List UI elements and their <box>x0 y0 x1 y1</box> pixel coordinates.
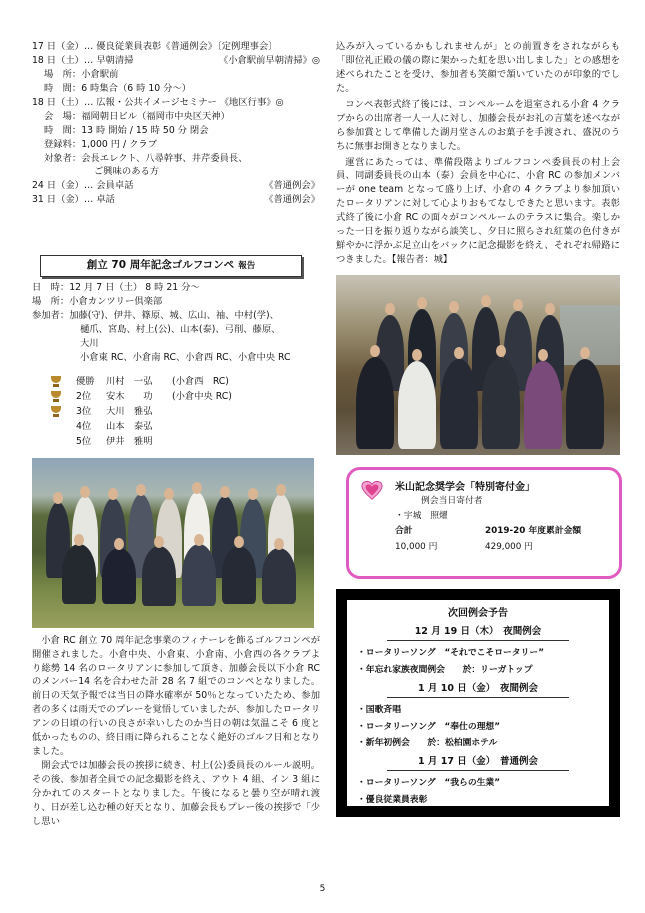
result-row: 3位 大川 雅弘 <box>48 405 320 420</box>
meeting-item: ・新年初例会 於：松柏園ホテル <box>357 738 498 749</box>
donor-row: ・宇城 照燿 <box>395 511 448 522</box>
report-paragraph: 込みが入っているかもしれませんが」との前置きをされながらも「即位礼正殿の儀の際に架かった虹を思い出しました」との感想を述べられたことを受け、参加者も笑顔で頷いていたのが印象的でした。 <box>336 41 620 94</box>
result-row: 4位 山本 泰弘 <box>76 421 153 433</box>
golf-info <box>32 281 320 365</box>
detail-line: 場 所：小倉駅前 <box>44 68 119 80</box>
trophy-icon <box>48 376 64 388</box>
right-column <box>336 40 620 817</box>
schedule-row: 18 日（土）… 早朝清掃 《小倉駅前早朝清掃》◎ <box>32 54 320 66</box>
golf-group-photo <box>32 458 314 628</box>
golf-results <box>48 375 320 450</box>
meeting-item: ・ロータリーソング “我らの生業” <box>357 778 500 789</box>
detail-line: ご興味のある方 <box>94 166 160 178</box>
trophy-icon <box>48 391 64 403</box>
report-paragraph: 開会式では加藤会長の挨拶に続き、村上(公)委員長のルール説明。その後、参加者全員での記念撮影を終え、アウト 4 組、イン 3 組に分かれてのスタートとなりました。午後になると曇り空が晴れ渡り、日が差し込む種の好天となり、加藤会長もプレー後の挨拶で「少し思い <box>32 760 320 827</box>
golf-date: 日 時：12 月 7 日（土） 8 時 21 分～ <box>32 282 200 293</box>
detail-line: 対象者：会長エレクト、八尋幹事、井芹委員長、 <box>44 152 248 164</box>
golf-participants: 樋爪、宮島、村上(公)、山本(泰)、弓削、藤原、 <box>80 323 281 335</box>
detail-line: 時 間：6 時集合（6 時 10 分～） <box>44 82 192 94</box>
detail-line: 時 間：13 時 開始 / 15 時 50 分 閉会 <box>44 124 209 136</box>
heart-icon <box>361 480 383 502</box>
result-row: 2位 安木 功 (小倉中央 RC) <box>48 390 320 405</box>
next-meeting-title: 次回例会予告 <box>448 608 508 619</box>
donation-amounts: 10,000 円 429,000 円 <box>395 541 533 552</box>
schedule-row: 24 日（金）… 会員卓話 《普通例会》 <box>32 180 320 192</box>
donation-subtitle: 例会当日寄付者 <box>421 496 483 506</box>
meeting-item: ・国歌斉唱 <box>357 704 401 715</box>
donation-total-labels: 合計 2019-20 年度累計金額 <box>395 526 582 537</box>
golf-report-title: 創立 70 周年記念ゴルフコンペ 報告 <box>40 255 302 277</box>
meeting-item: ・年忘れ家族夜間例会 於：リーガトップ <box>357 664 533 675</box>
meeting-item: ・ロータリーソング “奉仕の理想” <box>357 721 500 732</box>
club-group-photo <box>336 275 620 455</box>
page-number: 5 <box>319 884 326 894</box>
schedule-row: 17 日（金）… 優良従業員表彰《普通例会》〔定例理事会〕 <box>32 41 278 52</box>
meeting-date: 1 月 10 日（金） 夜間例会 <box>387 682 569 698</box>
report-paragraph: 小倉 RC 創立 70 周年記念事業のフィナーレを飾るゴルフコンペが開催されました。小倉中央、小倉東、小倉南、小倉西の各クラブより総勢 14 名のロータリアンに参加して頂き、加藤会長以下小倉 RC のメンバー14 名を合わせた計 28 名 7 組でのコンペとなりました。前日の天気予報では当日の降水確率が 50％となっていたため、参加者の多くは雨天でのプレーを覚悟していましたが、参加したロータリアンの日頃の行いの良さが幸いしたのか当日の朝は気温こそ 6 度と低かったものの、終日雨に降られることなく絶好のゴルフ日和となりました。 <box>32 634 320 758</box>
meeting-date: 1 月 17 日（金） 普通例会 <box>387 755 569 771</box>
meeting-date: 12 月 19 日（木） 夜間例会 <box>387 625 569 641</box>
meeting-item: ・優良従業員表彰 <box>357 794 428 805</box>
left-column <box>32 40 320 829</box>
result-row: 5位 伊井 雅明 <box>76 436 153 448</box>
result-row: 優勝 川村 一弘 (小倉西 RC) <box>48 375 320 390</box>
detail-line: 会 場：福岡朝日ビル（福岡市中央区天神） <box>44 110 230 122</box>
donation-box <box>346 467 622 579</box>
golf-place: 場 所：小倉カンツリー倶楽部 <box>32 295 163 307</box>
golf-participants: 参加者：加藤(守)、伊井、篠原、城、広山、袖、中村(学)、 <box>32 309 279 321</box>
schedule-row: 18 日（土）… 広報・公共イメージセミナー 《地区行事》◎ <box>32 96 284 108</box>
golf-clubs: 小倉東 RC、小倉南 RC、小倉西 RC、小倉中央 RC <box>80 351 291 363</box>
golf-participants: 大川 <box>80 337 99 349</box>
meeting-item: ・ロータリーソング “それでこそロータリー” <box>357 648 544 659</box>
detail-line: 登録料：1,000 円 / クラブ <box>44 138 157 150</box>
report-paragraph: 運営にあたっては、準備段階よりゴルフコンペ委員長の村上会員、同副委員長の山本（泰）会員を中心に、小倉 RC の参加メンバーが one team となって盛り上げ、小倉の 4 クラブより参加頂いたロータリアンに対して心よりおもてなしできたと思います。表彰式終了後に小倉 RC の面々がコンペルームのテラスに集合。楽しかった一日を振り返りながら談笑し、夕日に照らされ紅葉の色付きが鮮やかに浮かぶ足立山をバックに記念撮影を終え、それぞれ帰路につきました。【報告者：城】 <box>336 156 620 266</box>
trophy-icon <box>48 406 64 418</box>
report-paragraph: コンペ表彰式終了後には、コンペルームを退室される小倉 4 クラブからの出席者一人一人に対し、加藤会長がお礼の言葉を述べながら参加賞として準備した湖月堂さんのお菓子を手渡され、盛況のうちに無事お開きとなりました。 <box>336 98 620 152</box>
donation-title: 米山記念奨学会「特別寄付金」 <box>395 482 535 493</box>
schedule-row: 31 日（金）… 卓話 《普通例会》 <box>32 194 320 206</box>
golf-report-body <box>32 634 320 829</box>
next-meeting-box <box>336 589 620 817</box>
